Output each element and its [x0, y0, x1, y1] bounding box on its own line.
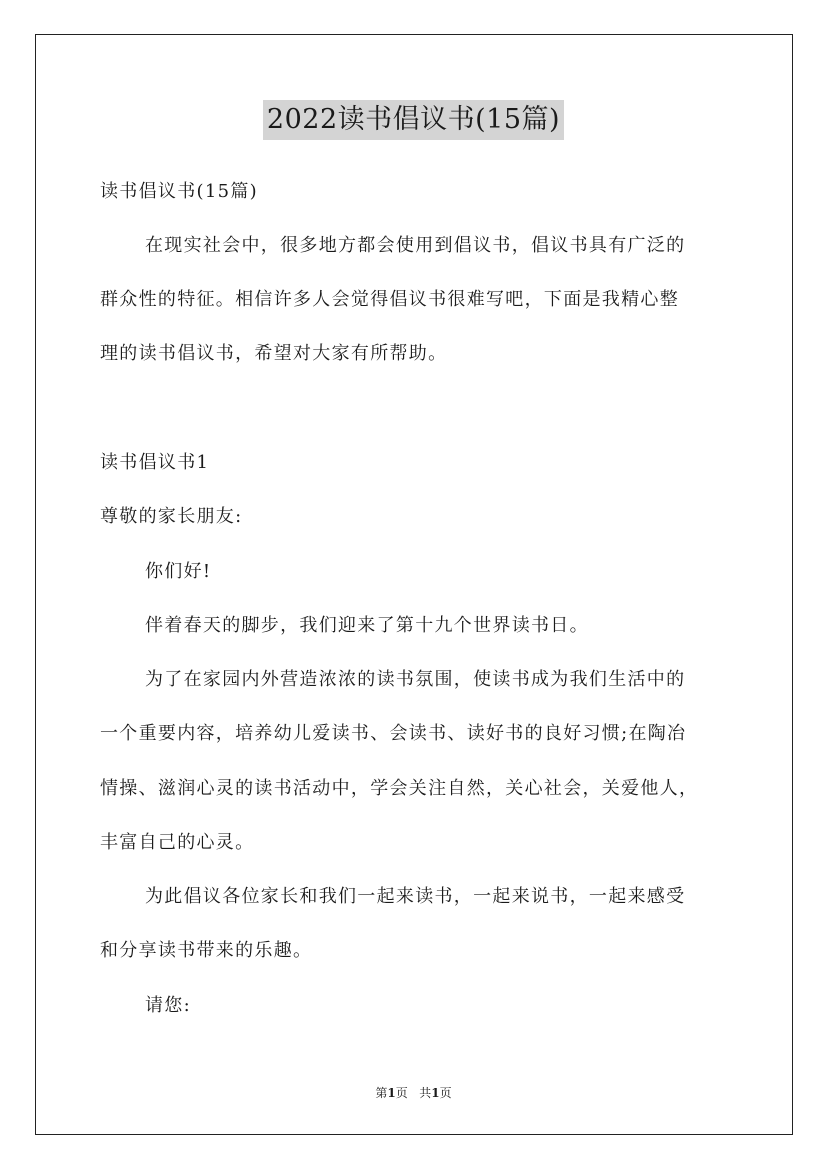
- body-line-6: 为此倡议各位家长和我们一起来读书，一起来说书，一起来感受: [145, 886, 686, 907]
- page-label-prefix: 第: [375, 1086, 388, 1100]
- title-container: [0, 100, 827, 140]
- intro-line-1: 在现实社会中，很多地方都会使用到倡议书，倡议书具有广泛的: [145, 235, 686, 256]
- total-label-suffix: 页: [439, 1086, 452, 1100]
- body-line-2: 为了在家园内外营造浓浓的读书氛围，使读书成为我们生活中的: [145, 669, 686, 690]
- body-line-8: 请您:: [145, 995, 191, 1016]
- greeting: 你们好!: [145, 561, 212, 582]
- page-number: 1: [387, 1086, 396, 1100]
- salutation: 尊敬的家长朋友:: [100, 506, 243, 527]
- body-line-3: 一个重要内容，培养幼儿爱读书、会读书、读好书的良好习惯;在陶冶: [100, 723, 687, 744]
- body-line-7: 和分享读书带来的乐趣。: [100, 940, 313, 961]
- body-line-1: 伴着春天的脚步，我们迎来了第十九个世界读书日。: [145, 615, 589, 636]
- total-label-prefix: 共: [419, 1086, 432, 1100]
- intro-line-3: 理的读书倡议书，希望对大家有所帮助。: [100, 343, 448, 364]
- body-line-4: 情操、滋润心灵的读书活动中，学会关注自然，关心社会，关爱他人，: [100, 778, 699, 799]
- document-subtitle: 读书倡议书(15篇): [100, 181, 258, 202]
- page-label-suffix: 页: [395, 1086, 408, 1100]
- intro-line-2: 群众性的特征。相信许多人会觉得倡议书很难写吧，下面是我精心整: [100, 289, 679, 310]
- document-title: 2022读书倡议书(15篇): [263, 100, 564, 140]
- body-line-5: 丰富自己的心灵。: [100, 832, 255, 853]
- section-heading: 读书倡议书1: [100, 452, 210, 473]
- page-footer: [0, 1085, 827, 1101]
- total-pages: 1: [431, 1086, 440, 1100]
